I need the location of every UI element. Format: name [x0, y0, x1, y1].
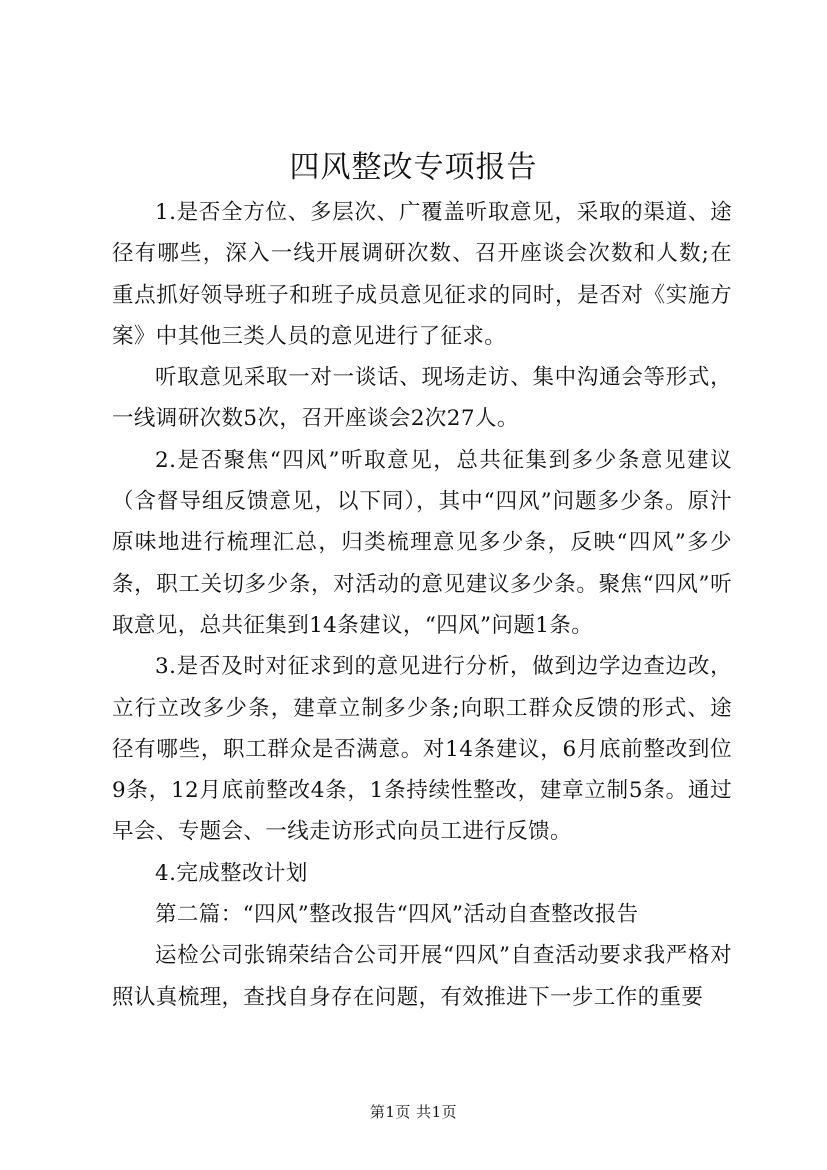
page-footer: 第1页 共1页: [369, 1103, 458, 1121]
paragraph-1: 1.是否全方位、多层次、广覆盖听取意见，采取的渠道、途径有哪些，深入一线开展调研次数、召开座谈会次数和人数;在重点抓好领导班子和班子成员意见征求的同时，是否对《实施方案》中其他三类人员的意见进行了征求。: [112, 200, 732, 349]
paragraph-6: 第二篇：“四风”整改报告“四风”活动自查整改报告: [155, 902, 639, 928]
paragraph-5: 4.完成整改计划: [155, 860, 308, 886]
document-body: [112, 192, 732, 1018]
paragraph-2: 听取意见采取一对一谈话、现场走访、集中沟通会等形式，一线调研次数5次，召开座谈会2次27人。: [112, 365, 732, 432]
paragraph-3: 2.是否聚焦“四风”听取意见，总共征集到多少条意见建议（含督导组反馈意见，以下同），其中“四风”问题多少条。原汁原味地进行梳理汇总，归类梳理意见多少条，反映“四风”多少条，职工关切多少条，对活动的意见建议多少条。聚焦“四风”听取意见，总共征集到14条建议，“四风”问题1条。: [112, 447, 732, 638]
document-title: 四风整改专项报告: [289, 150, 538, 185]
paragraph-4: 3.是否及时对征求到的意见进行分析，做到边学边查边改，立行立改多少条，建章立制多少条;向职工群众反馈的形式、途径有哪些，职工群众是否满意。对14条建议，6月底前整改到位9条，12月底前整改4条，1条持续性整改，建章立制5条。通过早会、专题会、一线走访形式向员工进行反馈。: [112, 654, 732, 845]
paragraph-7: 运检公司张锦荣结合公司开展“四风”自查活动要求我严格对照认真梳理，查找自身存在问题，有效推进下一步工作的重要: [112, 943, 732, 1010]
